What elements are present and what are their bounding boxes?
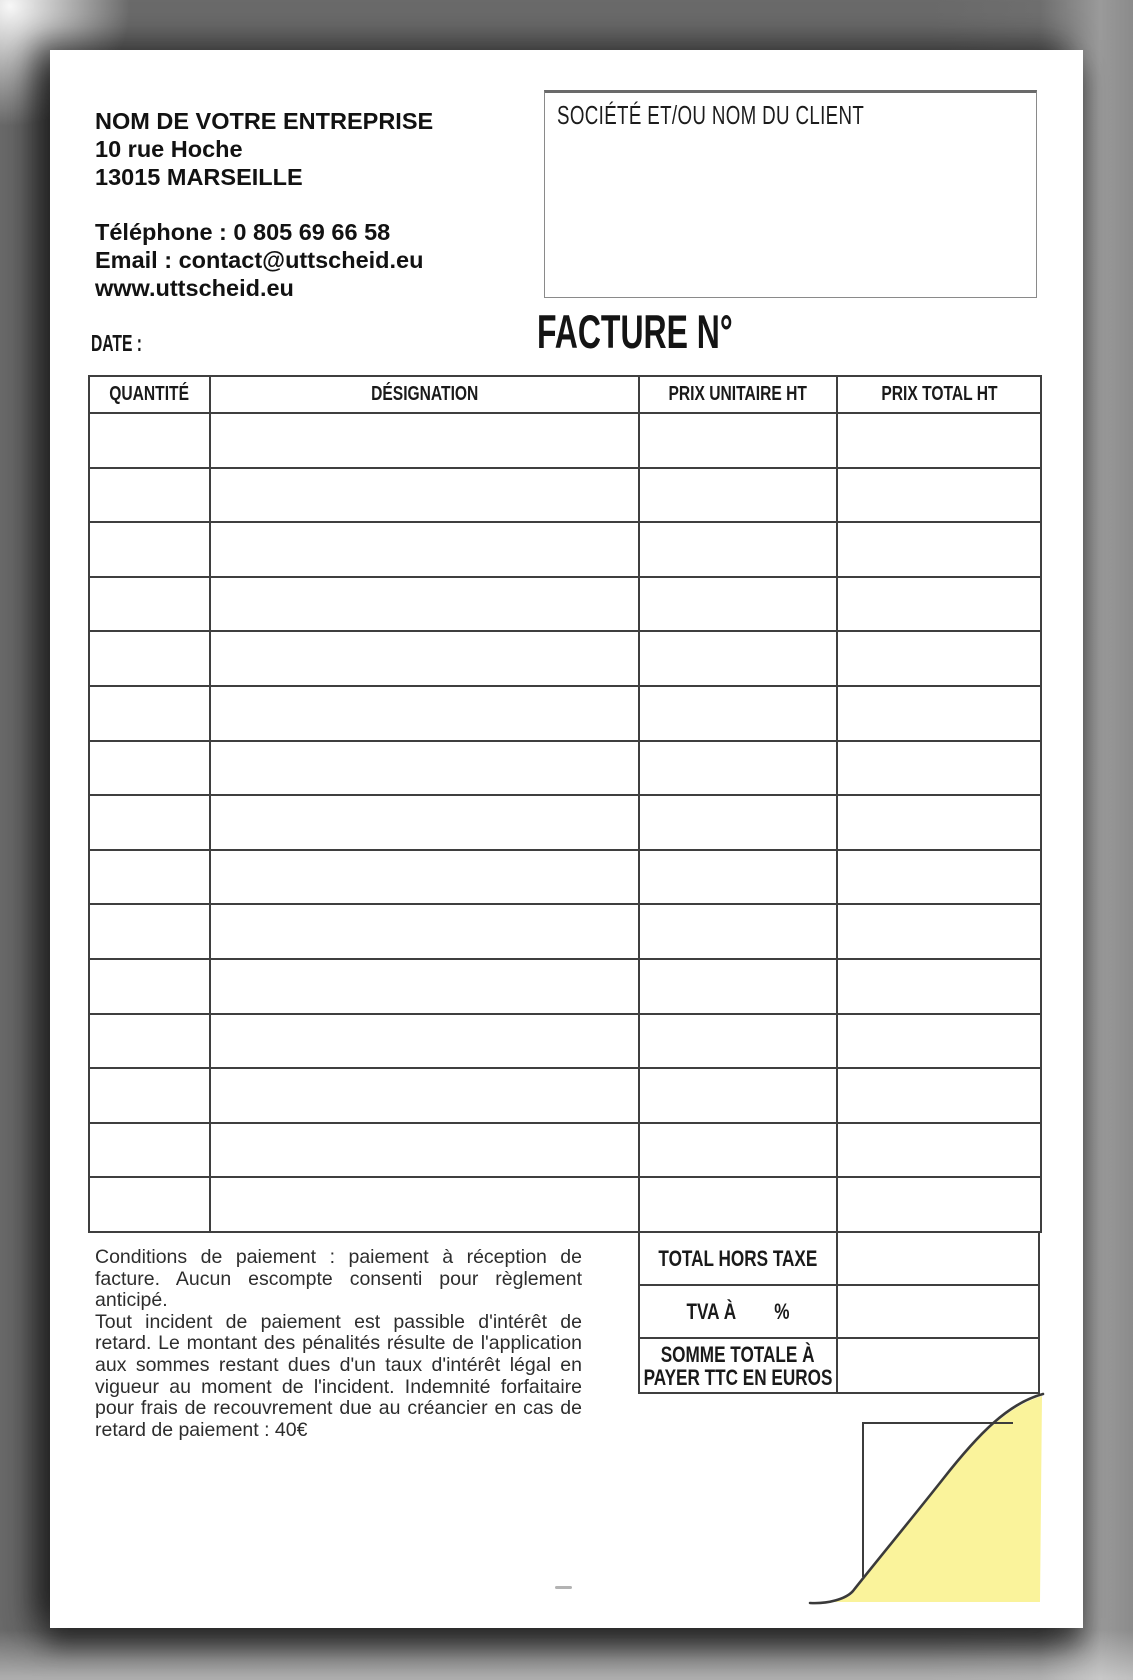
- item-cell: [210, 959, 639, 1014]
- client-box-label: SOCIÉTÉ ET/OU NOM DU CLIENT: [557, 100, 865, 130]
- item-cell: [837, 577, 1041, 632]
- conditions-paragraph-2: Tout incident de paiement est passible d'intérêt de retard. Le montant des pénalités résulte de l'application aux sommes restant dues d'un taux d'intérêt légal en vigueur au moment de l'incident. Indemnité forfaitaire pour frais de recouvrement due au créancier en cas de retard de paiement : 40€: [95, 1310, 582, 1441]
- invoice-page: [50, 50, 1083, 1628]
- item-cell: [639, 413, 837, 468]
- item-cell: [639, 741, 837, 796]
- company-phone: Téléphone : 0 805 69 66 58: [95, 219, 391, 245]
- item-row: [89, 959, 1041, 1014]
- total-ht-value: [838, 1233, 1038, 1286]
- item-cell: [89, 577, 210, 632]
- item-cell: [639, 904, 837, 959]
- item-row: [89, 1177, 1041, 1232]
- header-unit-price: PRIX UNITAIRE HT: [639, 376, 837, 413]
- item-cell: [210, 1014, 639, 1069]
- item-cell: [89, 1014, 210, 1069]
- company-block: [95, 107, 433, 302]
- invoice-title: FACTURE N°: [537, 305, 733, 358]
- item-cell: [837, 959, 1041, 1014]
- item-cell: [837, 1123, 1041, 1178]
- tva-label: TVA À %: [640, 1286, 838, 1339]
- company-name: NOM DE VOTRE ENTREPRISE: [95, 108, 434, 134]
- item-cell: [89, 1177, 210, 1232]
- item-row: [89, 413, 1041, 468]
- item-cell: [639, 522, 837, 577]
- header-quantity: QUANTITÉ: [89, 376, 210, 413]
- item-row: [89, 850, 1041, 905]
- item-cell: [837, 795, 1041, 850]
- item-cell: [89, 795, 210, 850]
- item-cell: [210, 1123, 639, 1178]
- item-cell: [89, 468, 210, 523]
- somme-ttc-label: SOMME TOTALE À PAYER TTC EN EUROS: [640, 1339, 838, 1392]
- item-row: [89, 468, 1041, 523]
- item-cell: [210, 468, 639, 523]
- page-curl-graphic: [800, 1390, 1045, 1620]
- item-cell: [89, 959, 210, 1014]
- tva-value: [838, 1286, 1038, 1339]
- item-cell: [639, 577, 837, 632]
- item-cell: [837, 1014, 1041, 1069]
- item-cell: [639, 1014, 837, 1069]
- item-cell: [210, 413, 639, 468]
- item-row: [89, 741, 1041, 796]
- item-cell: [89, 904, 210, 959]
- header-designation: DÉSIGNATION: [210, 376, 639, 413]
- conditions-paragraph-1: Conditions de paiement : paiement à réception de facture. Aucun escompte consenti pour règlement anticipé.: [95, 1246, 582, 1312]
- item-cell: [639, 1068, 837, 1123]
- item-cell: [639, 959, 837, 1014]
- item-cell: [837, 1068, 1041, 1123]
- item-cell: [89, 631, 210, 686]
- items-table: [88, 375, 1042, 1233]
- item-row: [89, 1068, 1041, 1123]
- item-cell: [837, 1177, 1041, 1232]
- spacer: [95, 191, 433, 218]
- item-cell: [837, 741, 1041, 796]
- item-cell: [837, 686, 1041, 741]
- items-table-body: [89, 413, 1041, 1232]
- item-row: [89, 1014, 1041, 1069]
- company-address-street: 10 rue Hoche: [95, 136, 243, 162]
- item-cell: [210, 741, 639, 796]
- totals-box: [638, 1233, 1040, 1394]
- item-row: [89, 631, 1041, 686]
- company-website: www.uttscheid.eu: [95, 275, 294, 301]
- item-row: [89, 904, 1041, 959]
- item-cell: [639, 1123, 837, 1178]
- item-row: [89, 577, 1041, 632]
- item-row: [89, 795, 1041, 850]
- item-cell: [89, 686, 210, 741]
- item-cell: [639, 850, 837, 905]
- item-cell: [210, 904, 639, 959]
- item-cell: [89, 413, 210, 468]
- date-label: DATE :: [91, 330, 142, 356]
- item-cell: [639, 468, 837, 523]
- item-cell: [210, 1068, 639, 1123]
- item-cell: [639, 686, 837, 741]
- item-cell: [639, 1177, 837, 1232]
- item-cell: [837, 631, 1041, 686]
- item-row: [89, 522, 1041, 577]
- item-cell: [89, 1068, 210, 1123]
- company-email: Email : contact@uttscheid.eu: [95, 247, 424, 273]
- somme-ttc-value: [838, 1339, 1038, 1392]
- item-cell: [837, 522, 1041, 577]
- item-cell: [639, 631, 837, 686]
- item-cell: [210, 686, 639, 741]
- item-cell: [210, 522, 639, 577]
- payment-conditions: [95, 1247, 582, 1441]
- scan-smudge: [555, 1586, 572, 1589]
- client-box: [544, 90, 1037, 298]
- item-cell: [89, 1123, 210, 1178]
- item-row: [89, 1123, 1041, 1178]
- item-cell: [837, 468, 1041, 523]
- item-cell: [837, 850, 1041, 905]
- item-cell: [639, 795, 837, 850]
- item-cell: [837, 413, 1041, 468]
- item-cell: [210, 631, 639, 686]
- item-cell: [837, 904, 1041, 959]
- item-row: [89, 686, 1041, 741]
- item-cell: [210, 795, 639, 850]
- item-cell: [89, 522, 210, 577]
- item-cell: [210, 577, 639, 632]
- item-cell: [89, 850, 210, 905]
- item-cell: [210, 1177, 639, 1232]
- items-table-header-row: [89, 376, 1041, 413]
- total-ht-label: TOTAL HORS TAXE: [640, 1233, 838, 1286]
- item-cell: [210, 850, 639, 905]
- item-cell: [89, 741, 210, 796]
- company-address-city: 13015 MARSEILLE: [95, 164, 303, 190]
- header-total-price: PRIX TOTAL HT: [837, 376, 1041, 413]
